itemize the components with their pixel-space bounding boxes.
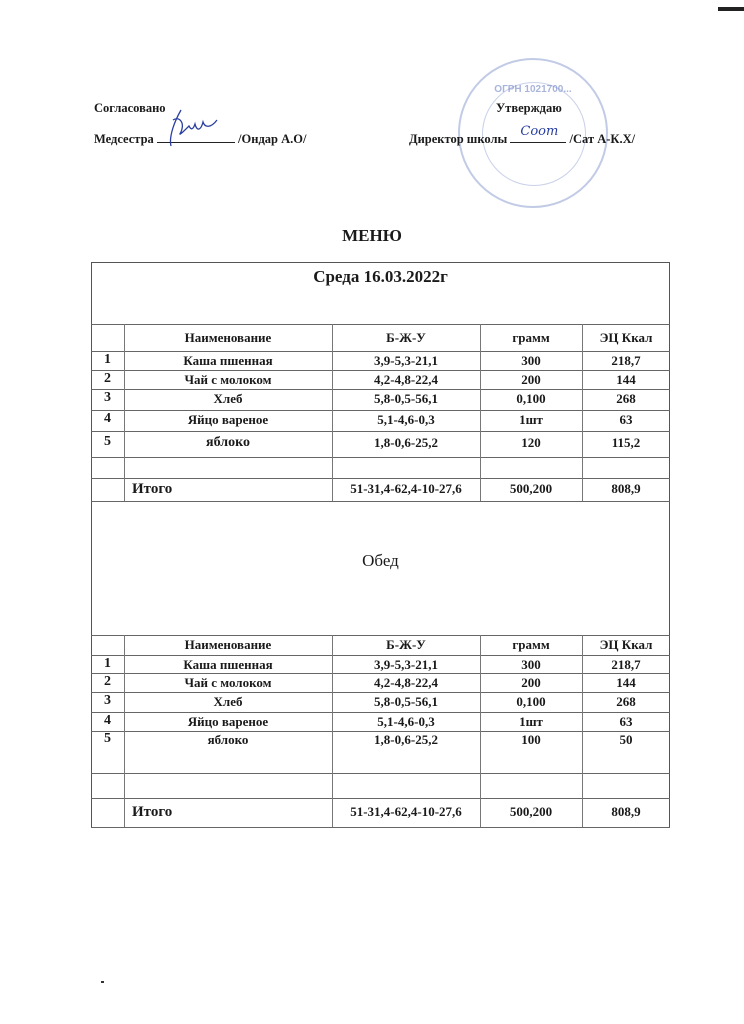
row-divider [91,673,670,674]
lunch-total-kcal: 808,9 [611,804,641,819]
lunch-row-name: Яйцо вареное [187,714,269,729]
lunch-row-number: 1 [104,656,111,671]
breakfast-row-name: яблоко [206,435,250,450]
lunch-row-name: Чай с молоком [184,675,272,690]
breakfast-row-kcal: 218,7 [611,353,641,368]
lunch-row-gram: 0,100 [516,694,546,709]
breakfast-col-header-2: Б-Ж-У [386,329,426,345]
director-role: Директор школы [409,132,508,146]
lunch-col-header-4: ЭЦ Ккал [599,637,653,652]
lunch-total-bju: 51-31,4-62,4-10-27,6 [350,804,462,819]
lunch-row-bju: 5,8-0,5-56,1 [374,694,438,709]
breakfast-col-header-4: ЭЦ Ккал [599,329,653,345]
lunch-row-kcal: 63 [619,714,633,729]
breakfast-row-name: Каша пшенная [183,353,273,368]
row-divider [91,798,670,799]
breakfast-row-bju: 5,8-0,5-56,1 [374,391,438,406]
nurse-name: /Ондар А.О/ [238,132,307,146]
lunch-col-header-3: грамм [512,637,550,652]
breakfast-row-kcal: 268 [616,391,636,406]
breakfast-row-gram: 1шт [519,412,543,427]
lunch-col-header-2: Б-Ж-У [386,637,426,652]
breakfast-col-header-3: грамм [512,329,550,345]
lunch-heading: Обед [362,551,399,570]
breakfast-total-kcal: 808,9 [611,481,641,496]
lunch-row-number: 2 [104,674,111,689]
row-divider [91,478,670,479]
row-divider [91,410,670,411]
breakfast-row-number: 3 [104,390,111,405]
director-name: /Сат А-К.Х/ [569,132,636,146]
lunch-row-number: 4 [104,713,111,728]
breakfast-row-bju: 1,8-0,6-25,2 [374,435,438,450]
approval-right-heading: Утверждаю [496,101,562,115]
lunch-row-kcal: 218,7 [611,657,641,672]
lunch-row-gram: 100 [521,732,541,747]
lunch-row-gram: 1шт [519,714,543,729]
lunch-row-name: Хлеб [213,694,243,709]
breakfast-row-number: 4 [104,411,111,426]
lunch-total-gram: 500,200 [509,804,553,819]
breakfast-total-label: Итого [132,481,173,497]
lunch-row-kcal: 144 [616,675,636,690]
breakfast-row-gram: 0,100 [516,391,546,406]
lunch-row-number: 5 [104,731,111,746]
breakfast-row-kcal: 63 [619,412,633,427]
document-title: МЕНЮ [342,226,402,245]
breakfast-heading: Среда 16.03.2022г [313,267,448,286]
lunch-header-top-line [91,635,670,636]
lunch-row-bju: 5,1-4,6-0,3 [377,714,435,729]
row-divider [91,431,670,432]
breakfast-row-name: Чай с молоком [184,372,272,387]
row-divider [91,457,670,458]
row-divider [91,712,670,713]
lunch-bottom-line [91,827,670,828]
breakfast-bottom-line [91,501,670,502]
breakfast-row-name: Хлеб [213,391,243,406]
lunch-row-kcal: 268 [616,694,636,709]
breakfast-row-gram: 300 [521,353,541,368]
lunch-row-name: Каша пшенная [183,657,273,672]
breakfast-row-gram: 120 [521,435,541,450]
breakfast-col-header-1: Наименование [184,329,272,345]
breakfast-row-kcal: 115,2 [611,435,641,450]
breakfast-row-gram: 200 [521,372,541,387]
lunch-row-gram: 300 [521,657,541,672]
lunch-row-bju: 3,9-5,3-21,1 [374,657,438,672]
breakfast-header-top-line [91,324,670,325]
row-divider [91,655,670,656]
director-signature-text: Coom [520,124,559,139]
row-divider [91,773,670,774]
breakfast-total-bju: 51-31,4-62,4-10-27,6 [350,481,462,496]
lunch-total-label: Итого [132,804,173,820]
breakfast-row-name: Яйцо вареное [187,412,269,427]
nurse-role: Медсестра [94,132,154,146]
breakfast-row-bju: 5,1-4,6-0,3 [377,412,435,427]
lunch-row-kcal: 50 [619,732,633,747]
breakfast-row-number: 2 [104,371,111,386]
breakfast-row-bju: 3,9-5,3-21,1 [374,353,438,368]
breakfast-total-gram: 500,200 [509,481,553,496]
lunch-row-bju: 4,2-4,8-22,4 [374,675,438,690]
lunch-row-name: яблоко [207,732,249,747]
breakfast-row-number: 5 [104,434,111,449]
breakfast-row-bju: 4,2-4,8-22,4 [374,372,438,387]
row-divider [91,370,670,371]
row-divider [91,351,670,352]
lunch-row-number: 3 [104,693,111,708]
breakfast-row-number: 1 [104,352,111,367]
lunch-row-bju: 1,8-0,6-25,2 [374,732,438,747]
row-divider [91,389,670,390]
approval-left-heading: Согласовано [94,101,166,115]
stamp-text: ОГРН 1021700... [494,84,572,95]
lunch-row-gram: 200 [521,675,541,690]
row-divider [91,692,670,693]
lunch-col-header-1: Наименование [184,637,272,652]
breakfast-row-kcal: 144 [616,372,636,387]
